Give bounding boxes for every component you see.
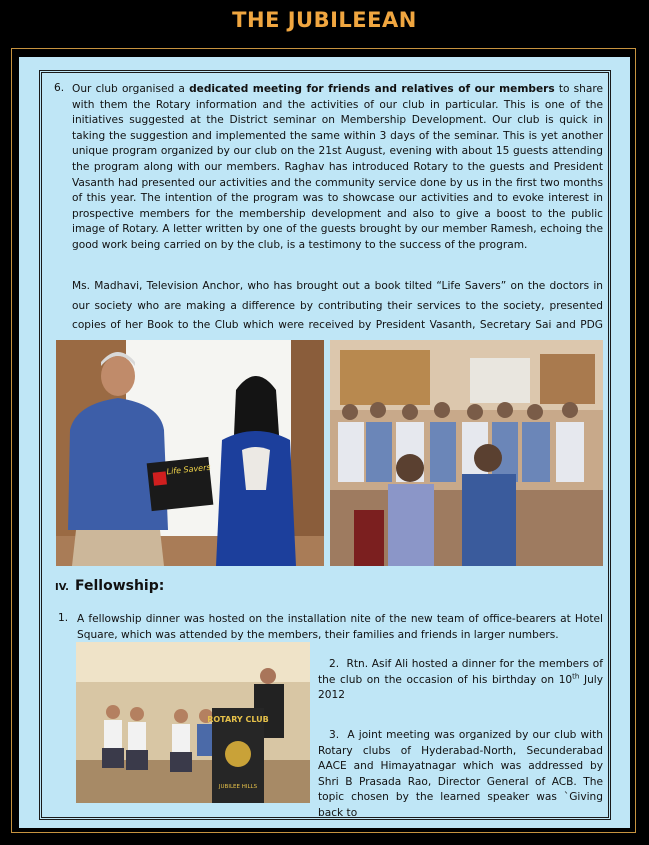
fellowship-item-2-text-start: Rtn. Asif Ali hosted a dinner for the members of the club on the occasion of his birthday on 10 <box>318 658 603 686</box>
book-presentation-photo <box>56 340 324 566</box>
podium-text-line1: ROTARY CLUB <box>207 715 269 724</box>
joint-meeting-photo <box>76 642 310 803</box>
fellowship-item-2-number: 2. <box>329 658 340 670</box>
fellowship-item-3 <box>318 728 603 822</box>
section-roman: IV. <box>55 582 69 593</box>
podium-text-line2: JUBILEE HILLS <box>218 784 258 790</box>
book-cover-text: Life Savers <box>166 462 211 477</box>
item-6-text-end: to share with them the Rotary information and the activities of our club in particular. This is one of the initiatives suggested at the District seminar on Membership Development. Our club is quick in taking the suggestion and implemented the same within 3 days of the seminar. This is yet another unique program organized by our club on the 21st August, evening with about 15 guests attending the program along with our members. Raghav has introduced Rotary to the guests and President Vasanth had presented our activities and the community service done by us in the first two months of this year. The intention of the program was to showcase our activities and to evoke interest in prospective members for the membership development and also to give a boost to the public image of Rotary. A letter written by one of the guests brought by our member Ramesh, echoing the good work being carried on by the club, is a testimony to the success of the program. <box>72 83 603 251</box>
madhavi-paragraph: Ms. Madhavi, Television Anchor, who has brought out a book tilted “Life Savers” on the doctors in our society who are making a difference by contributing their services to the society, presented copies of her Book to the Club which were received by President Vasanth, Secretary Sai and PDG <box>72 280 603 331</box>
fellowship-item-2 <box>318 657 603 704</box>
item-6-paragraph <box>72 82 603 254</box>
section-title: Fellowship: <box>74 578 165 594</box>
item-number: 6. <box>54 82 65 94</box>
item-6-bold-text: dedicated meeting for friends and relatives of our members <box>189 83 555 95</box>
audience-photo <box>330 340 603 566</box>
fellowship-item-1-number: 1. <box>58 612 69 624</box>
fellowship-item-3-text: A joint meeting was organized by our club with Rotary clubs of Hyderabad-North, Secunderabad AACE and Himayatnagar which was addressed by Shri B Prasada Rao, Director General of ACB. The topic chosen by the learned speaker was `Giving back to <box>318 729 603 819</box>
fellowship-item-1-text: A fellowship dinner was hosted on the installation nite of the new team of office-bearers at Hotel Square, which was attended by the members, their families and friends in larger numbers. <box>77 613 603 641</box>
item-6-text-start: Our club organised a <box>72 83 190 95</box>
fellowship-item-3-number: 3. <box>329 729 340 741</box>
section-heading <box>55 578 164 594</box>
fellowship-item-2-sup: th <box>572 672 580 681</box>
fellowship-item-2-text-end: July 2012 <box>318 673 603 702</box>
masthead-title: THE JUBILEEAN <box>232 8 417 32</box>
